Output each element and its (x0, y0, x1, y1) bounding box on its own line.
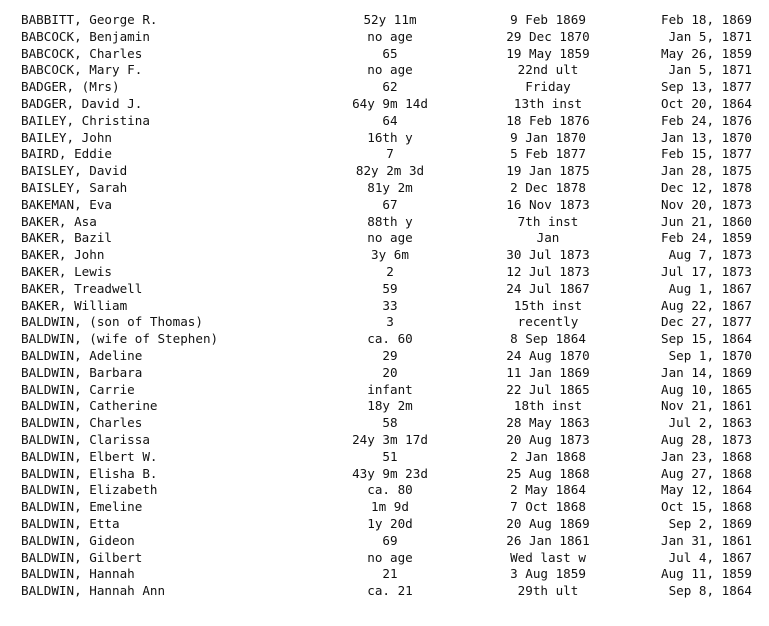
notice-date: May 26, 1859 (661, 45, 752, 61)
age-at-death: 64 (382, 112, 398, 128)
age-at-death: 67 (382, 196, 398, 212)
notice-date: Jan 13, 1870 (661, 129, 752, 145)
record-row (0, 46, 769, 63)
age-at-death: ca. 60 (367, 331, 413, 347)
age-at-death: ca. 80 (367, 482, 413, 498)
death-date: 18th inst (513, 398, 583, 414)
notice-date: Aug 27, 1868 (661, 465, 752, 481)
age-at-death: ca. 21 (367, 583, 413, 599)
age-at-death: 81y 2m (367, 179, 413, 195)
notice-date: Jan 28, 1875 (661, 163, 752, 179)
notice-date: Aug 7, 1873 (668, 247, 752, 263)
notice-date: Nov 21, 1861 (661, 398, 752, 414)
age-at-death: 82y 2m 3d (355, 163, 425, 179)
notice-date: Feb 24, 1876 (661, 112, 752, 128)
death-date: 29 Dec 1870 (506, 28, 590, 44)
deceased-name: BAILEY, John (21, 129, 112, 145)
record-row (0, 96, 769, 113)
notice-date: Jul 4, 1867 (668, 549, 752, 565)
notice-date: Feb 18, 1869 (661, 12, 752, 27)
record-row (0, 214, 769, 231)
deceased-name: BAKER, John (21, 247, 105, 263)
death-date: 8 Sep 1864 (510, 331, 586, 347)
death-date: 11 Jan 1869 (506, 364, 590, 380)
notice-date: Aug 1, 1867 (668, 280, 752, 296)
notice-date: Dec 27, 1877 (661, 314, 752, 330)
age-at-death: 58 (382, 415, 398, 431)
record-row (0, 247, 769, 264)
notice-date: Jul 17, 1873 (661, 263, 752, 279)
notice-date: Sep 2, 1869 (668, 515, 752, 531)
age-at-death: no age (367, 28, 413, 44)
record-row (0, 533, 769, 550)
death-date: 15th inst (513, 297, 583, 313)
deceased-name: BAISLEY, David (21, 163, 128, 179)
age-at-death: 21 (382, 566, 398, 582)
notice-date: Jan 5, 1871 (668, 28, 752, 44)
age-at-death: 29 (382, 347, 398, 363)
notice-date: Dec 12, 1878 (661, 179, 752, 195)
deceased-name: BALDWIN, Etta (21, 515, 120, 531)
record-row (0, 281, 769, 298)
record-row (0, 180, 769, 197)
notice-date: Oct 15, 1868 (661, 499, 752, 515)
record-row (0, 466, 769, 483)
notice-date: Oct 20, 1864 (661, 95, 752, 111)
age-at-death: 88th y (367, 213, 413, 229)
age-at-death: no age (367, 549, 413, 565)
deceased-name: BADGER, David J. (21, 95, 143, 111)
death-date: 18 Feb 1876 (506, 112, 590, 128)
age-at-death: 16th y (367, 129, 413, 145)
deceased-name: BALDWIN, Gideon (21, 532, 135, 548)
deceased-name: BABBITT, George R. (21, 12, 158, 27)
record-row (0, 516, 769, 533)
death-date: 19 May 1859 (506, 45, 590, 61)
record-row (0, 382, 769, 399)
notice-date: Jan 14, 1869 (661, 364, 752, 380)
age-at-death: 65 (382, 45, 398, 61)
age-at-death: 24y 3m 17d (352, 431, 428, 447)
notice-date: Feb 24, 1859 (661, 230, 752, 246)
death-date: 9 Jan 1870 (510, 129, 586, 145)
deceased-name: BAISLEY, Sarah (21, 179, 128, 195)
death-date: 22 Jul 1865 (506, 381, 590, 397)
death-date: 29th ult (517, 583, 579, 599)
death-date: 2 May 1864 (510, 482, 586, 498)
age-at-death: no age (367, 62, 413, 78)
notice-date: Jan 23, 1868 (661, 448, 752, 464)
record-row (0, 298, 769, 315)
death-date: 25 Aug 1868 (506, 465, 590, 481)
deceased-name: BALDWIN, Hannah Ann (21, 583, 166, 599)
deceased-name: BAKER, William (21, 297, 128, 313)
notice-date: Jun 21, 1860 (661, 213, 752, 229)
notice-date: May 12, 1864 (661, 482, 752, 498)
deceased-name: BALDWIN, Elisha B. (21, 465, 158, 481)
record-row (0, 482, 769, 499)
age-at-death: 69 (382, 532, 398, 548)
deceased-name: BADGER, (Mrs) (21, 79, 120, 95)
notice-date: Sep 13, 1877 (661, 79, 752, 95)
death-date: recently (517, 314, 579, 330)
age-at-death: 3y 6m (371, 247, 409, 263)
notice-date: Aug 10, 1865 (661, 381, 752, 397)
deceased-name: BALDWIN, Elizabeth (21, 482, 158, 498)
record-row (0, 566, 769, 583)
record-row (0, 550, 769, 567)
notice-date: Sep 15, 1864 (661, 331, 752, 347)
age-at-death: no age (367, 230, 413, 246)
record-row (0, 415, 769, 432)
age-at-death: 1m 9d (371, 499, 409, 515)
record-row (0, 264, 769, 281)
death-date: 9 Feb 1869 (510, 12, 586, 27)
deceased-name: BAILEY, Christina (21, 112, 150, 128)
death-date: Friday (525, 79, 571, 95)
record-row (0, 79, 769, 96)
record-row (0, 398, 769, 415)
age-at-death: 18y 2m (367, 398, 413, 414)
death-date: 24 Jul 1867 (506, 280, 590, 296)
death-date: 20 Aug 1869 (506, 515, 590, 531)
deceased-name: BALDWIN, Clarissa (21, 431, 150, 447)
record-row (0, 12, 769, 29)
deceased-name: BALDWIN, Hannah (21, 566, 135, 582)
deceased-name: BALDWIN, Carrie (21, 381, 135, 397)
notice-date: Aug 11, 1859 (661, 566, 752, 582)
record-row (0, 365, 769, 382)
obituary-index-list (0, 12, 769, 600)
notice-date: Feb 15, 1877 (661, 146, 752, 162)
record-row (0, 130, 769, 147)
death-date: 13th inst (513, 95, 583, 111)
record-row (0, 583, 769, 600)
record-row (0, 197, 769, 214)
deceased-name: BALDWIN, (son of Thomas) (21, 314, 203, 330)
record-row (0, 163, 769, 180)
deceased-name: BAKER, Asa (21, 213, 97, 229)
age-at-death: 52y 11m (363, 12, 417, 27)
record-row (0, 348, 769, 365)
death-date: 30 Jul 1873 (506, 247, 590, 263)
death-date: 26 Jan 1861 (506, 532, 590, 548)
age-at-death: 20 (382, 364, 398, 380)
death-date: Wed last w (510, 549, 586, 565)
age-at-death: 3 (386, 314, 394, 330)
record-row (0, 331, 769, 348)
age-at-death: 64y 9m 14d (352, 95, 428, 111)
notice-date: Nov 20, 1873 (661, 196, 752, 212)
age-at-death: 51 (382, 448, 398, 464)
age-at-death: 7 (386, 146, 394, 162)
notice-date: Jul 2, 1863 (668, 415, 752, 431)
deceased-name: BAKER, Treadwell (21, 280, 143, 296)
death-date: 22nd ult (517, 62, 579, 78)
deceased-name: BAKER, Lewis (21, 263, 112, 279)
record-row (0, 230, 769, 247)
deceased-name: BALDWIN, Emeline (21, 499, 143, 515)
death-date: 20 Aug 1873 (506, 431, 590, 447)
death-date: 24 Aug 1870 (506, 347, 590, 363)
deceased-name: BAKEMAN, Eva (21, 196, 112, 212)
death-date: 3 Aug 1859 (510, 566, 586, 582)
age-at-death: 2 (386, 263, 394, 279)
death-date: 2 Jan 1868 (510, 448, 586, 464)
deceased-name: BALDWIN, Elbert W. (21, 448, 158, 464)
deceased-name: BAKER, Bazil (21, 230, 112, 246)
deceased-name: BABCOCK, Charles (21, 45, 143, 61)
deceased-name: BALDWIN, Barbara (21, 364, 143, 380)
notice-date: Sep 1, 1870 (668, 347, 752, 363)
record-row (0, 449, 769, 466)
deceased-name: BALDWIN, Gilbert (21, 549, 143, 565)
deceased-name: BABCOCK, Benjamin (21, 28, 150, 44)
record-row (0, 29, 769, 46)
death-date: 2 Dec 1878 (510, 179, 586, 195)
record-row (0, 432, 769, 449)
age-at-death: 62 (382, 79, 398, 95)
age-at-death: 59 (382, 280, 398, 296)
death-date: 5 Feb 1877 (510, 146, 586, 162)
deceased-name: BALDWIN, Charles (21, 415, 143, 431)
age-at-death: 33 (382, 297, 398, 313)
notice-date: Aug 22, 1867 (661, 297, 752, 313)
death-date: 7th inst (517, 213, 579, 229)
death-date: 19 Jan 1875 (506, 163, 590, 179)
age-at-death: 43y 9m 23d (352, 465, 428, 481)
record-row (0, 146, 769, 163)
deceased-name: BALDWIN, (wife of Stephen) (21, 331, 219, 347)
record-row (0, 499, 769, 516)
record-row (0, 314, 769, 331)
age-at-death: 1y 20d (367, 515, 413, 531)
deceased-name: BAIRD, Eddie (21, 146, 112, 162)
deceased-name: BALDWIN, Adeline (21, 347, 143, 363)
notice-date: Jan 5, 1871 (668, 62, 752, 78)
notice-date: Aug 28, 1873 (661, 431, 752, 447)
notice-date: Jan 31, 1861 (661, 532, 752, 548)
deceased-name: BABCOCK, Mary F. (21, 62, 143, 78)
death-date: 16 Nov 1873 (506, 196, 590, 212)
notice-date: Sep 8, 1864 (668, 583, 752, 599)
deceased-name: BALDWIN, Catherine (21, 398, 158, 414)
death-date: 28 May 1863 (506, 415, 590, 431)
record-row (0, 62, 769, 79)
record-row (0, 113, 769, 130)
age-at-death: infant (367, 381, 413, 397)
death-date: 7 Oct 1868 (510, 499, 586, 515)
death-date: Jan (536, 230, 560, 246)
death-date: 12 Jul 1873 (506, 263, 590, 279)
